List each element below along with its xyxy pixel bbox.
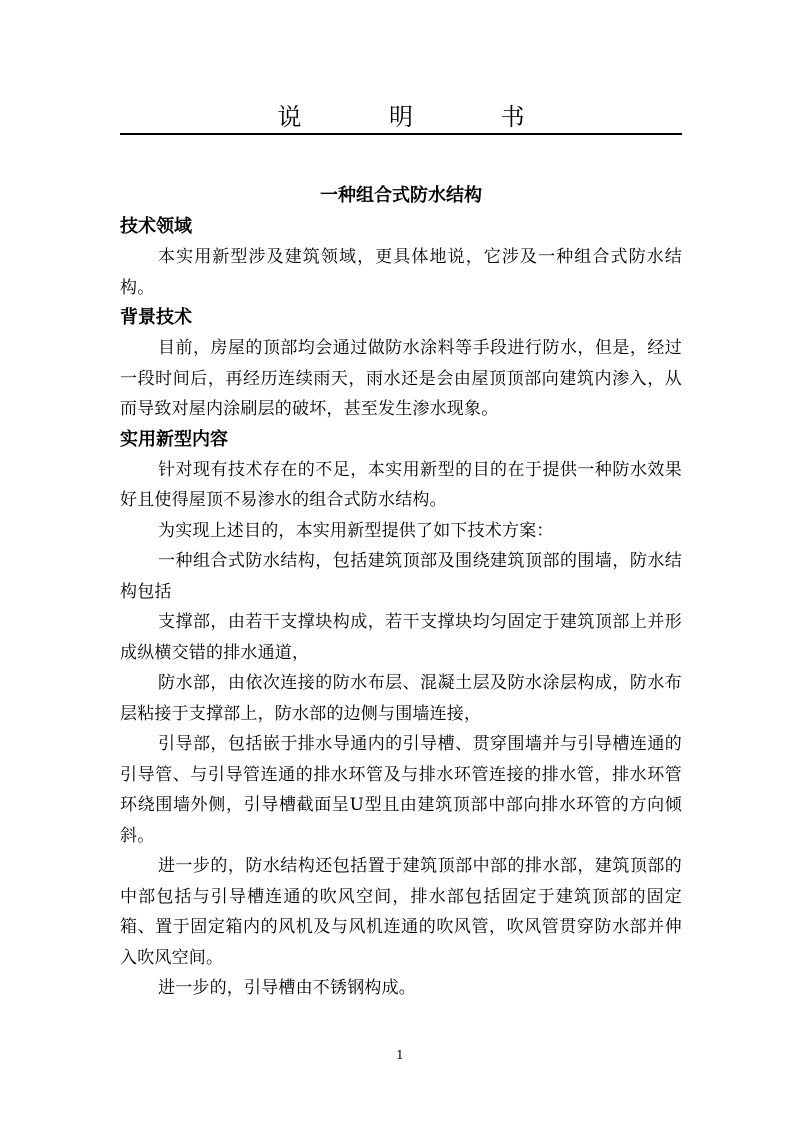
document-header-title (120, 100, 682, 134)
paragraph: 针对现有技术存在的不足，本实用新型的目的在于提供一种防水效果好且使得屋顶不易渗水的组合式防水结构。 (120, 459, 682, 510)
paragraph: 进一步的，引导槽由不锈钢构成。 (158, 978, 416, 998)
paragraph: 防水部，由依次连接的防水布层、混凝土层及防水涂层构成，防水布层粘接于支撑部上，防水部的边侧与围墙连接， (120, 673, 682, 724)
section-heading-background: 背景技术 (120, 307, 192, 328)
paragraph: 为实现上述目的，本实用新型提供了如下技术方案： (158, 520, 554, 541)
paragraph: 本实用新型涉及建筑领域，更具体地说，它涉及一种组合式防水结构。 (120, 247, 682, 298)
section-heading-content: 实用新型内容 (120, 428, 228, 450)
header-title-char: 明 (389, 103, 413, 131)
paragraph: 进一步的，防水结构还包括置于建筑顶部中部的排水部，建筑顶部的中部包括与引导槽连通的吹风空间，排水部包括固定于建筑顶部的固定箱、置于固定箱内的风机及与风机连通的吹风管，吹风管贯穿防水部并伸入吹风空间。 (120, 856, 682, 968)
paragraph: 引导部，包括嵌于排水导通内的引导槽、贯穿围墙并与引导槽连通的引导管、与引导管连通的排水环管及与排水环管连接的排水管，排水环管环绕围墙外侧，引导槽截面呈U型且由建筑顶部中部向排水环管的方向倾斜。 (120, 734, 682, 846)
section-heading-technical-field: 技术领域 (120, 216, 192, 237)
invention-title: 一种组合式防水结构 (320, 185, 482, 206)
page-number: 1 (396, 1048, 404, 1062)
paragraph: 一种组合式防水结构，包括建筑顶部及围绕建筑顶部的围墙，防水结构包括 (120, 551, 682, 602)
document-body (120, 180, 682, 1004)
header-title-char: 书 (500, 103, 525, 131)
paragraph: 支撑部，由若干支撑块构成，若干支撑块均匀固定于建筑顶部上并形成纵横交错的排水通道， (120, 612, 682, 663)
header-rule (120, 133, 682, 135)
header-title-char: 说 (277, 103, 302, 131)
paragraph: 目前，房屋的顶部均会通过做防水涂料等手段进行防水，但是，经过一段时间后，再经历连续雨天，雨水还是会由屋顶顶部向建筑内渗入，从而导致对屋内涂刷层的破坏，甚至发生渗水现象。 (120, 338, 682, 419)
